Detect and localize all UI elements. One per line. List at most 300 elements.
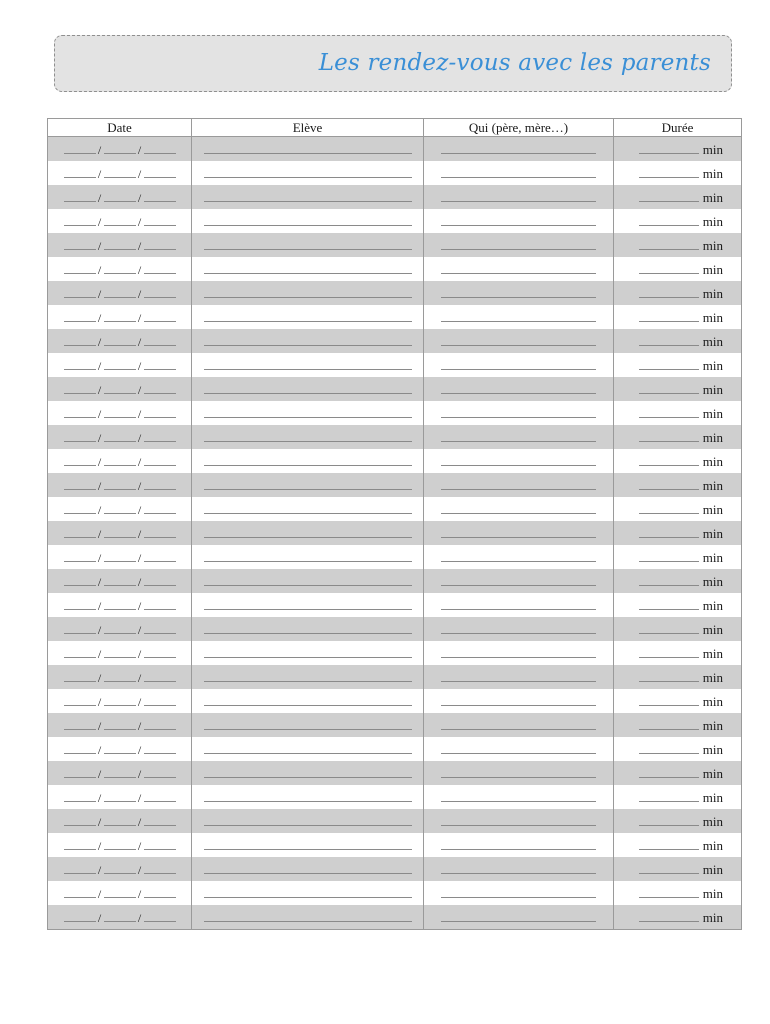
duree-cell[interactable] <box>614 857 742 881</box>
qui-blank[interactable] <box>441 428 596 442</box>
eleve-cell[interactable] <box>192 689 424 713</box>
duree-blank[interactable] <box>639 668 699 682</box>
month-blank[interactable] <box>104 476 136 490</box>
date-cell[interactable] <box>48 881 192 905</box>
duree-cell[interactable] <box>614 641 742 665</box>
eleve-cell[interactable] <box>192 521 424 545</box>
duree-blank[interactable] <box>639 380 699 394</box>
eleve-cell[interactable] <box>192 881 424 905</box>
day-blank[interactable] <box>64 908 96 922</box>
eleve-blank[interactable] <box>204 644 412 658</box>
month-blank[interactable] <box>104 308 136 322</box>
eleve-cell[interactable] <box>192 617 424 641</box>
day-blank[interactable] <box>64 716 96 730</box>
day-blank[interactable] <box>64 356 96 370</box>
day-blank[interactable] <box>64 692 96 706</box>
eleve-cell[interactable] <box>192 857 424 881</box>
year-blank[interactable] <box>144 620 176 634</box>
qui-cell[interactable] <box>424 137 614 162</box>
eleve-blank[interactable] <box>204 812 412 826</box>
month-blank[interactable] <box>104 572 136 586</box>
duree-cell[interactable] <box>614 761 742 785</box>
day-blank[interactable] <box>64 812 96 826</box>
duree-blank[interactable] <box>639 140 699 154</box>
date-cell[interactable] <box>48 209 192 233</box>
year-blank[interactable] <box>144 188 176 202</box>
eleve-cell[interactable] <box>192 905 424 930</box>
qui-cell[interactable] <box>424 617 614 641</box>
qui-cell[interactable] <box>424 641 614 665</box>
year-blank[interactable] <box>144 668 176 682</box>
duree-cell[interactable] <box>614 785 742 809</box>
duree-cell[interactable] <box>614 617 742 641</box>
duree-cell[interactable] <box>614 809 742 833</box>
duree-blank[interactable] <box>639 500 699 514</box>
qui-cell[interactable] <box>424 377 614 401</box>
duree-blank[interactable] <box>639 212 699 226</box>
day-blank[interactable] <box>64 788 96 802</box>
duree-blank[interactable] <box>639 452 699 466</box>
year-blank[interactable] <box>144 908 176 922</box>
year-blank[interactable] <box>144 452 176 466</box>
qui-blank[interactable] <box>441 884 596 898</box>
duree-blank[interactable] <box>639 620 699 634</box>
month-blank[interactable] <box>104 404 136 418</box>
duree-cell[interactable] <box>614 737 742 761</box>
qui-blank[interactable] <box>441 284 596 298</box>
eleve-blank[interactable] <box>204 476 412 490</box>
eleve-blank[interactable] <box>204 332 412 346</box>
eleve-cell[interactable] <box>192 305 424 329</box>
qui-blank[interactable] <box>441 716 596 730</box>
eleve-cell[interactable] <box>192 233 424 257</box>
eleve-blank[interactable] <box>204 908 412 922</box>
duree-blank[interactable] <box>639 188 699 202</box>
month-blank[interactable] <box>104 644 136 658</box>
eleve-blank[interactable] <box>204 668 412 682</box>
month-blank[interactable] <box>104 812 136 826</box>
day-blank[interactable] <box>64 236 96 250</box>
year-blank[interactable] <box>144 164 176 178</box>
date-cell[interactable] <box>48 617 192 641</box>
eleve-cell[interactable] <box>192 545 424 569</box>
duree-cell[interactable] <box>614 329 742 353</box>
date-cell[interactable] <box>48 473 192 497</box>
duree-blank[interactable] <box>639 860 699 874</box>
duree-blank[interactable] <box>639 740 699 754</box>
qui-blank[interactable] <box>441 140 596 154</box>
qui-blank[interactable] <box>441 356 596 370</box>
day-blank[interactable] <box>64 284 96 298</box>
eleve-blank[interactable] <box>204 692 412 706</box>
qui-blank[interactable] <box>441 620 596 634</box>
qui-cell[interactable] <box>424 689 614 713</box>
year-blank[interactable] <box>144 596 176 610</box>
duree-blank[interactable] <box>639 164 699 178</box>
eleve-cell[interactable] <box>192 833 424 857</box>
duree-cell[interactable] <box>614 665 742 689</box>
day-blank[interactable] <box>64 260 96 274</box>
duree-blank[interactable] <box>639 404 699 418</box>
duree-cell[interactable] <box>614 305 742 329</box>
year-blank[interactable] <box>144 548 176 562</box>
date-cell[interactable] <box>48 497 192 521</box>
date-cell[interactable] <box>48 833 192 857</box>
duree-blank[interactable] <box>639 812 699 826</box>
duree-blank[interactable] <box>639 908 699 922</box>
year-blank[interactable] <box>144 812 176 826</box>
duree-cell[interactable] <box>614 713 742 737</box>
day-blank[interactable] <box>64 140 96 154</box>
date-cell[interactable] <box>48 329 192 353</box>
month-blank[interactable] <box>104 620 136 634</box>
duree-cell[interactable] <box>614 185 742 209</box>
duree-cell[interactable] <box>614 161 742 185</box>
qui-blank[interactable] <box>441 260 596 274</box>
year-blank[interactable] <box>144 572 176 586</box>
date-cell[interactable] <box>48 737 192 761</box>
qui-blank[interactable] <box>441 236 596 250</box>
day-blank[interactable] <box>64 428 96 442</box>
duree-cell[interactable] <box>614 473 742 497</box>
month-blank[interactable] <box>104 860 136 874</box>
month-blank[interactable] <box>104 428 136 442</box>
month-blank[interactable] <box>104 500 136 514</box>
eleve-cell[interactable] <box>192 209 424 233</box>
day-blank[interactable] <box>64 884 96 898</box>
year-blank[interactable] <box>144 356 176 370</box>
year-blank[interactable] <box>144 428 176 442</box>
year-blank[interactable] <box>144 236 176 250</box>
qui-cell[interactable] <box>424 497 614 521</box>
eleve-blank[interactable] <box>204 308 412 322</box>
day-blank[interactable] <box>64 332 96 346</box>
eleve-blank[interactable] <box>204 620 412 634</box>
qui-cell[interactable] <box>424 545 614 569</box>
month-blank[interactable] <box>104 140 136 154</box>
eleve-blank[interactable] <box>204 380 412 394</box>
year-blank[interactable] <box>144 692 176 706</box>
eleve-cell[interactable] <box>192 737 424 761</box>
duree-blank[interactable] <box>639 332 699 346</box>
eleve-cell[interactable] <box>192 425 424 449</box>
qui-blank[interactable] <box>441 380 596 394</box>
eleve-blank[interactable] <box>204 452 412 466</box>
duree-cell[interactable] <box>614 257 742 281</box>
qui-blank[interactable] <box>441 308 596 322</box>
eleve-blank[interactable] <box>204 404 412 418</box>
day-blank[interactable] <box>64 644 96 658</box>
eleve-blank[interactable] <box>204 164 412 178</box>
year-blank[interactable] <box>144 308 176 322</box>
duree-cell[interactable] <box>614 593 742 617</box>
qui-blank[interactable] <box>441 668 596 682</box>
year-blank[interactable] <box>144 788 176 802</box>
duree-cell[interactable] <box>614 209 742 233</box>
eleve-cell[interactable] <box>192 473 424 497</box>
eleve-blank[interactable] <box>204 548 412 562</box>
month-blank[interactable] <box>104 524 136 538</box>
qui-blank[interactable] <box>441 572 596 586</box>
eleve-blank[interactable] <box>204 788 412 802</box>
date-cell[interactable] <box>48 809 192 833</box>
duree-blank[interactable] <box>639 284 699 298</box>
year-blank[interactable] <box>144 644 176 658</box>
month-blank[interactable] <box>104 380 136 394</box>
eleve-blank[interactable] <box>204 212 412 226</box>
date-cell[interactable] <box>48 185 192 209</box>
day-blank[interactable] <box>64 188 96 202</box>
month-blank[interactable] <box>104 596 136 610</box>
duree-blank[interactable] <box>639 716 699 730</box>
qui-cell[interactable] <box>424 737 614 761</box>
month-blank[interactable] <box>104 260 136 274</box>
qui-cell[interactable] <box>424 665 614 689</box>
year-blank[interactable] <box>144 716 176 730</box>
eleve-blank[interactable] <box>204 764 412 778</box>
qui-blank[interactable] <box>441 476 596 490</box>
day-blank[interactable] <box>64 212 96 226</box>
day-blank[interactable] <box>64 404 96 418</box>
eleve-cell[interactable] <box>192 785 424 809</box>
eleve-cell[interactable] <box>192 161 424 185</box>
qui-cell[interactable] <box>424 761 614 785</box>
year-blank[interactable] <box>144 524 176 538</box>
eleve-cell[interactable] <box>192 185 424 209</box>
qui-cell[interactable] <box>424 833 614 857</box>
month-blank[interactable] <box>104 788 136 802</box>
qui-cell[interactable] <box>424 473 614 497</box>
qui-blank[interactable] <box>441 548 596 562</box>
month-blank[interactable] <box>104 836 136 850</box>
month-blank[interactable] <box>104 164 136 178</box>
month-blank[interactable] <box>104 548 136 562</box>
eleve-cell[interactable] <box>192 353 424 377</box>
date-cell[interactable] <box>48 761 192 785</box>
duree-cell[interactable] <box>614 833 742 857</box>
eleve-cell[interactable] <box>192 809 424 833</box>
date-cell[interactable] <box>48 137 192 162</box>
duree-cell[interactable] <box>614 377 742 401</box>
duree-cell[interactable] <box>614 521 742 545</box>
qui-cell[interactable] <box>424 281 614 305</box>
qui-blank[interactable] <box>441 812 596 826</box>
duree-blank[interactable] <box>639 884 699 898</box>
qui-cell[interactable] <box>424 329 614 353</box>
month-blank[interactable] <box>104 188 136 202</box>
qui-blank[interactable] <box>441 404 596 418</box>
year-blank[interactable] <box>144 476 176 490</box>
month-blank[interactable] <box>104 452 136 466</box>
year-blank[interactable] <box>144 140 176 154</box>
eleve-cell[interactable] <box>192 593 424 617</box>
month-blank[interactable] <box>104 212 136 226</box>
eleve-blank[interactable] <box>204 236 412 250</box>
day-blank[interactable] <box>64 548 96 562</box>
date-cell[interactable] <box>48 689 192 713</box>
duree-blank[interactable] <box>639 356 699 370</box>
eleve-blank[interactable] <box>204 572 412 586</box>
date-cell[interactable] <box>48 641 192 665</box>
eleve-blank[interactable] <box>204 140 412 154</box>
day-blank[interactable] <box>64 164 96 178</box>
date-cell[interactable] <box>48 257 192 281</box>
duree-cell[interactable] <box>614 137 742 162</box>
duree-blank[interactable] <box>639 788 699 802</box>
eleve-cell[interactable] <box>192 497 424 521</box>
qui-blank[interactable] <box>441 740 596 754</box>
eleve-cell[interactable] <box>192 329 424 353</box>
qui-blank[interactable] <box>441 524 596 538</box>
eleve-blank[interactable] <box>204 884 412 898</box>
date-cell[interactable] <box>48 593 192 617</box>
date-cell[interactable] <box>48 281 192 305</box>
qui-cell[interactable] <box>424 257 614 281</box>
qui-cell[interactable] <box>424 809 614 833</box>
eleve-cell[interactable] <box>192 713 424 737</box>
qui-cell[interactable] <box>424 185 614 209</box>
year-blank[interactable] <box>144 212 176 226</box>
month-blank[interactable] <box>104 356 136 370</box>
qui-cell[interactable] <box>424 785 614 809</box>
day-blank[interactable] <box>64 524 96 538</box>
eleve-blank[interactable] <box>204 596 412 610</box>
day-blank[interactable] <box>64 740 96 754</box>
duree-blank[interactable] <box>639 236 699 250</box>
qui-cell[interactable] <box>424 233 614 257</box>
date-cell[interactable] <box>48 569 192 593</box>
qui-blank[interactable] <box>441 452 596 466</box>
eleve-cell[interactable] <box>192 377 424 401</box>
duree-cell[interactable] <box>614 689 742 713</box>
day-blank[interactable] <box>64 452 96 466</box>
eleve-blank[interactable] <box>204 260 412 274</box>
qui-cell[interactable] <box>424 569 614 593</box>
duree-blank[interactable] <box>639 572 699 586</box>
qui-blank[interactable] <box>441 692 596 706</box>
year-blank[interactable] <box>144 332 176 346</box>
year-blank[interactable] <box>144 500 176 514</box>
duree-blank[interactable] <box>639 308 699 322</box>
eleve-blank[interactable] <box>204 284 412 298</box>
day-blank[interactable] <box>64 596 96 610</box>
qui-blank[interactable] <box>441 764 596 778</box>
day-blank[interactable] <box>64 500 96 514</box>
qui-blank[interactable] <box>441 644 596 658</box>
eleve-blank[interactable] <box>204 836 412 850</box>
eleve-cell[interactable] <box>192 761 424 785</box>
qui-cell[interactable] <box>424 593 614 617</box>
eleve-cell[interactable] <box>192 137 424 162</box>
day-blank[interactable] <box>64 620 96 634</box>
year-blank[interactable] <box>144 404 176 418</box>
eleve-blank[interactable] <box>204 188 412 202</box>
date-cell[interactable] <box>48 377 192 401</box>
date-cell[interactable] <box>48 545 192 569</box>
eleve-cell[interactable] <box>192 401 424 425</box>
qui-cell[interactable] <box>424 161 614 185</box>
month-blank[interactable] <box>104 692 136 706</box>
day-blank[interactable] <box>64 308 96 322</box>
eleve-cell[interactable] <box>192 665 424 689</box>
date-cell[interactable] <box>48 449 192 473</box>
qui-blank[interactable] <box>441 860 596 874</box>
duree-blank[interactable] <box>639 524 699 538</box>
eleve-blank[interactable] <box>204 356 412 370</box>
date-cell[interactable] <box>48 161 192 185</box>
day-blank[interactable] <box>64 476 96 490</box>
eleve-cell[interactable] <box>192 641 424 665</box>
eleve-cell[interactable] <box>192 257 424 281</box>
qui-cell[interactable] <box>424 857 614 881</box>
month-blank[interactable] <box>104 284 136 298</box>
qui-blank[interactable] <box>441 500 596 514</box>
day-blank[interactable] <box>64 668 96 682</box>
qui-cell[interactable] <box>424 425 614 449</box>
qui-cell[interactable] <box>424 353 614 377</box>
eleve-cell[interactable] <box>192 281 424 305</box>
duree-blank[interactable] <box>639 764 699 778</box>
year-blank[interactable] <box>144 764 176 778</box>
duree-blank[interactable] <box>639 428 699 442</box>
duree-blank[interactable] <box>639 596 699 610</box>
eleve-cell[interactable] <box>192 569 424 593</box>
duree-cell[interactable] <box>614 905 742 930</box>
date-cell[interactable] <box>48 425 192 449</box>
qui-blank[interactable] <box>441 788 596 802</box>
eleve-blank[interactable] <box>204 524 412 538</box>
day-blank[interactable] <box>64 380 96 394</box>
month-blank[interactable] <box>104 716 136 730</box>
date-cell[interactable] <box>48 785 192 809</box>
day-blank[interactable] <box>64 836 96 850</box>
year-blank[interactable] <box>144 836 176 850</box>
duree-blank[interactable] <box>639 476 699 490</box>
eleve-blank[interactable] <box>204 500 412 514</box>
duree-cell[interactable] <box>614 425 742 449</box>
date-cell[interactable] <box>48 665 192 689</box>
month-blank[interactable] <box>104 332 136 346</box>
duree-cell[interactable] <box>614 353 742 377</box>
duree-cell[interactable] <box>614 281 742 305</box>
year-blank[interactable] <box>144 260 176 274</box>
qui-cell[interactable] <box>424 713 614 737</box>
duree-blank[interactable] <box>639 260 699 274</box>
duree-cell[interactable] <box>614 545 742 569</box>
year-blank[interactable] <box>144 860 176 874</box>
month-blank[interactable] <box>104 884 136 898</box>
qui-blank[interactable] <box>441 836 596 850</box>
year-blank[interactable] <box>144 284 176 298</box>
month-blank[interactable] <box>104 236 136 250</box>
date-cell[interactable] <box>48 401 192 425</box>
eleve-blank[interactable] <box>204 860 412 874</box>
duree-cell[interactable] <box>614 449 742 473</box>
month-blank[interactable] <box>104 908 136 922</box>
eleve-blank[interactable] <box>204 716 412 730</box>
date-cell[interactable] <box>48 713 192 737</box>
qui-blank[interactable] <box>441 212 596 226</box>
qui-cell[interactable] <box>424 305 614 329</box>
duree-blank[interactable] <box>639 692 699 706</box>
date-cell[interactable] <box>48 233 192 257</box>
month-blank[interactable] <box>104 668 136 682</box>
duree-blank[interactable] <box>639 548 699 562</box>
year-blank[interactable] <box>144 380 176 394</box>
year-blank[interactable] <box>144 884 176 898</box>
date-cell[interactable] <box>48 857 192 881</box>
day-blank[interactable] <box>64 764 96 778</box>
